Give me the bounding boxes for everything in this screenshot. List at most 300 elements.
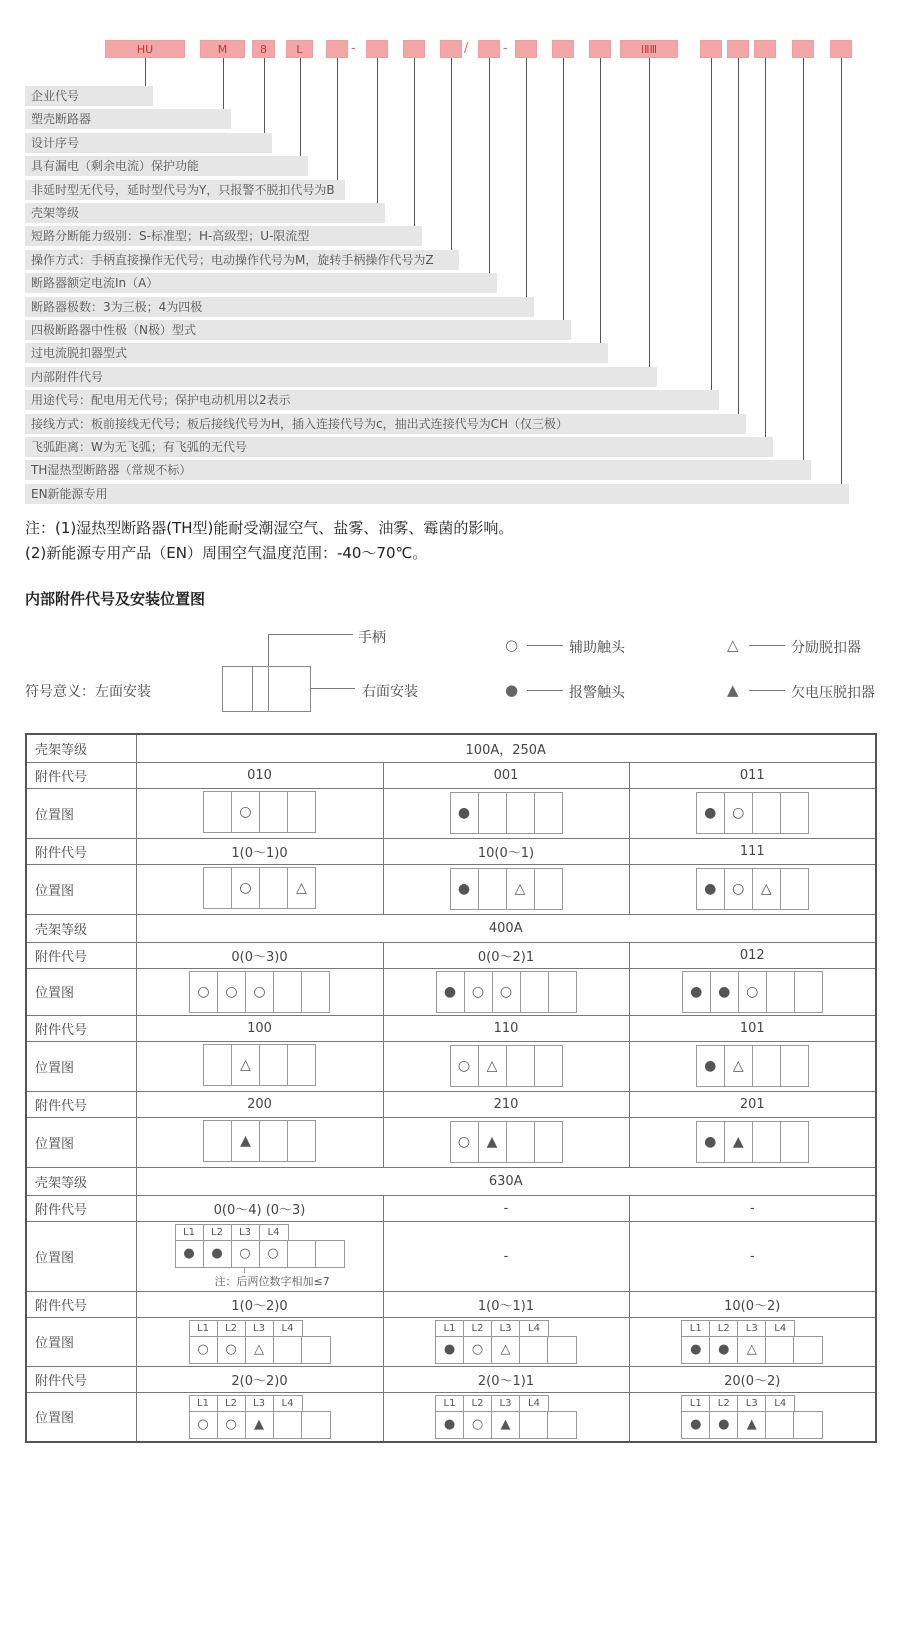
position-diagram [696,792,809,834]
accessory-slot [548,1412,576,1438]
accessory-code-value: 10(0～2) [629,1291,876,1317]
model-code-separator: / [464,41,469,56]
accessory-code-value: 0(0～2)1 [383,942,629,968]
right-install-line [311,688,355,689]
accessory-code-row [26,1195,876,1221]
handle-label: 手柄 [358,630,386,646]
pole-label: L1 [682,1321,710,1336]
row-header-cell: 附件代号 [26,1091,136,1117]
accessory-slot: ○ [451,1046,479,1086]
accessory-slot: ○ [725,793,753,833]
accessory-code-value: 011 [629,762,876,788]
connector-line [451,58,452,252]
legend-dash-line [527,690,563,691]
connector-line [600,58,601,345]
model-code-label: 过电流脱扣器型式 [25,343,608,363]
accessory-slot: ● [437,972,465,1012]
model-code-label: 用途代号：配电用无代号；保护电动机用以2表示 [25,390,719,410]
position-diagram-cell [136,864,383,914]
position-diagram [203,867,316,909]
position-diagram [696,1121,809,1163]
model-code-box [478,40,500,58]
pole-label: L3 [246,1396,274,1411]
position-diagram [681,1320,823,1364]
model-code-label: 短路分断能力级别：S-标准型；H-高级型；U-限流型 [25,226,422,246]
legend-label: 辅助触头 [569,640,625,656]
connector-line [489,58,490,275]
accessory-code-value: 010 [136,762,383,788]
accessory-slot [288,1045,315,1085]
accessory-slot [302,972,329,1012]
connector-line [377,58,378,205]
row-header-cell: 壳架等级 [26,914,136,942]
position-diagram [203,791,316,833]
pole-label: L3 [492,1321,520,1336]
accessory-code-value: 2(0～1)1 [383,1366,629,1392]
connector-line [526,58,527,299]
accessory-slot: △ [296,879,307,896]
position-diagram-cell [629,1317,876,1366]
accessory-slot: ● [682,1412,710,1438]
accessory-slot [794,1412,822,1438]
accessory-code-value: 0(0～3)0 [136,942,383,968]
position-diagram [175,1224,345,1289]
row-header-cell: 位置图 [26,864,136,914]
accessory-code-value: 001 [383,762,629,788]
row-header-cell: 位置图 [26,788,136,838]
accessory-slot [288,1121,315,1161]
frame-level-row [26,1167,876,1195]
position-diagram-row [26,788,876,838]
position-diagram-row [26,1117,876,1167]
model-code-label: 企业代号 [25,86,153,106]
accessory-slot [535,869,562,909]
accessory-slot: ● [451,869,479,909]
accessory-code-value: 2(0～2)0 [136,1366,383,1392]
pole-label: L2 [710,1396,738,1411]
model-code-label: 接线方式：板前接线无代号；板后接线代号为H，插入连接代号为c，抽出式连接代号为CH（仅三极） [25,414,746,434]
accessory-code-value: 20(0～2) [629,1366,876,1392]
accessory-code-row [26,1015,876,1041]
accessory-slot [204,792,232,832]
model-code-box [754,40,776,58]
accessory-slot: ● [451,793,479,833]
pole-label: L1 [436,1396,464,1411]
model-code-separator: - [503,41,508,56]
accessory-slot [288,1241,316,1267]
accessory-slot: ● [204,1241,232,1267]
pole-label: L4 [528,1397,540,1409]
accessory-slot: ○ [190,1412,218,1438]
accessory-slot [204,1045,232,1085]
accessory-code-value: 210 [383,1091,629,1117]
pole-label: L4 [281,1322,294,1334]
diagram-note: 注：后两位数字相加≤7 [214,1274,330,1288]
accessory-slot: △ [232,1045,260,1085]
position-diagram-cell [629,864,876,914]
model-code-box [515,40,537,58]
pole-label: L2 [464,1396,492,1411]
accessory-slot: ○ [218,972,246,1012]
accessory-slot: ○ [232,868,260,908]
accessory-slot: ● [710,1412,738,1438]
model-code-box [792,40,814,58]
accessory-position-table [25,733,877,1443]
accessory-slot: ● [710,1337,738,1363]
model-code-label: EN新能源专用 [25,484,849,504]
accessory-slot [794,1337,822,1363]
accessory-code-row [26,762,876,788]
accessory-code-row [26,838,876,864]
model-code-label: 内部附件代号 [25,367,657,387]
position-diagram-cell [629,1392,876,1442]
model-code-box [403,40,425,58]
frame-level-row [26,734,876,762]
accessory-code-value: 012 [629,942,876,968]
accessory-slot [274,972,302,1012]
accessory-code-value: - [383,1195,629,1221]
accessory-code-row [26,1291,876,1317]
frame-level-value: 400A [136,914,876,942]
legend-symbol: ○ [505,636,519,654]
position-diagram [681,1395,823,1439]
accessory-slot: ○ [725,869,753,909]
connector-line [414,58,415,228]
position-diagram-row [26,1041,876,1091]
connector-line [803,58,804,462]
pole-label: L3 [246,1321,274,1336]
position-diagram-cell [136,968,383,1015]
position-diagram-cell [383,864,629,914]
model-code-box [440,40,462,58]
accessory-slot [479,793,507,833]
model-code-label: 四极断路器中性极（N极）型式 [25,320,571,340]
accessory-code-value: 10(0～1) [383,838,629,864]
accessory-slot: △ [753,869,781,909]
accessory-slot [753,793,781,833]
pole-label: L4 [774,1397,787,1409]
model-code-box: M [200,40,245,58]
frame-level-value: 630A [136,1167,876,1195]
accessory-slot: ○ [190,972,218,1012]
accessory-slot: ▲ [232,1121,260,1161]
connector-line [841,58,842,486]
accessory-slot: ○ [232,792,260,832]
row-header-cell: 位置图 [26,1317,136,1366]
accessory-slot: ○ [246,972,274,1012]
connector-line [145,58,146,88]
row-header-cell: 位置图 [26,1221,136,1291]
position-diagram-row [26,1317,876,1366]
accessory-slot [549,972,576,1012]
accessory-slot [753,1122,781,1162]
position-diagram-cell [136,1317,383,1366]
model-code-label: 具有漏电（剩余电流）保护功能 [25,156,308,176]
accessory-slot [548,1337,576,1363]
model-code-box [326,40,348,58]
position-diagram-cell [383,968,629,1015]
position-diagram [189,1320,331,1364]
model-code-box [830,40,852,58]
model-code-label: 断路器额定电流In（A） [25,273,497,293]
accessory-code-value: - [629,1195,876,1221]
position-diagram [696,868,809,910]
accessory-slot [260,1121,288,1161]
position-diagram-cell [136,1221,383,1291]
position-diagram-cell [383,1392,629,1442]
accessory-slot [204,1121,232,1161]
pole-label: L1 [436,1321,464,1336]
position-diagram-row [26,1221,876,1291]
model-code-label: 操作方式：手柄直接操作无代号；电动操作代号为M，旋转手柄操作代号为Z [25,250,459,270]
accessory-code-value: 200 [136,1091,383,1117]
accessory-code-row [26,1366,876,1392]
pole-label: L2 [464,1321,492,1336]
connector-line [765,58,766,439]
position-diagram [203,1044,316,1086]
accessory-slot [520,1412,548,1438]
position-diagram-cell [383,788,629,838]
row-header-cell: 附件代号 [26,1366,136,1392]
legend-symbol: △ [727,636,739,654]
accessory-slot [204,868,232,908]
accessory-code-value: 100 [136,1015,383,1041]
pole-label: L2 [218,1321,246,1336]
pole-label: L2 [218,1396,246,1411]
accessory-code-value: 101 [629,1015,876,1041]
accessory-slot [260,792,288,832]
row-header-cell: 位置图 [26,1117,136,1167]
pole-label: L2 [204,1225,232,1240]
accessory-code-value: 111 [629,838,876,864]
position-diagram-row [26,864,876,914]
accessory-slot [507,1046,535,1086]
accessory-code-value: 1(0～1)1 [383,1291,629,1317]
accessory-code-value: 110 [383,1015,629,1041]
accessory-slot [507,793,535,833]
frame-level-value: 100A，250A [136,734,876,762]
model-code-label: 壳架等级 [25,203,385,223]
legend-label: 分励脱扣器 [791,640,861,656]
pole-label: L4 [267,1226,280,1238]
accessory-slot [753,1046,781,1086]
pole-label: L4 [281,1397,294,1409]
accessory-slot [302,1412,330,1438]
position-diagram-cell [629,1041,876,1091]
position-diagram-cell [136,1041,383,1091]
model-code-box: ⅠⅡⅢ [620,40,678,58]
right-install-label: 右面安装 [362,684,418,700]
accessory-slot [288,792,315,832]
connector-line [738,58,739,416]
position-diagram [435,1320,577,1364]
accessory-slot [781,869,808,909]
accessory-slot: △ [479,1046,507,1086]
legend-label: 欠电压脱扣器 [791,685,875,701]
model-code-label: 飞弧距离：W为无飞弧；有飞弧的无代号 [25,437,773,457]
position-diagram-cell [136,1392,383,1442]
position-diagram [435,1395,577,1439]
accessory-slot: ○ [218,1412,246,1438]
accessory-slot: ▲ [492,1412,520,1438]
model-code-label: 非延时型无代号，延时型代号为Y，只报警不脱扣代号为B [25,180,345,200]
position-diagram [450,1121,563,1163]
accessory-slot: ○ [465,972,493,1012]
position-diagram-cell [383,1317,629,1366]
row-header-cell: 附件代号 [26,1015,136,1041]
model-code-box: L [286,40,313,58]
accessory-slot: ▲ [246,1412,274,1438]
connector-line [300,58,301,158]
model-code-box [366,40,388,58]
accessory-slot [781,793,808,833]
breaker-divider [268,667,269,711]
model-code-box [552,40,574,58]
model-code-separator: - [351,41,356,56]
accessory-slot [766,1337,794,1363]
accessory-slot [535,1046,562,1086]
accessory-slot: △ [507,869,535,909]
position-diagram-cell [629,1117,876,1167]
position-diagram [450,792,563,834]
symbol-legend [0,622,900,728]
accessory-code-row [26,1091,876,1117]
accessory-slot: ○ [739,972,767,1012]
accessory-slot [260,868,288,908]
accessory-slot: ○ [260,1241,288,1267]
accessory-slot: ● [711,972,739,1012]
position-diagram [696,1045,809,1087]
accessory-slot [260,1045,288,1085]
accessory-slot [535,793,562,833]
accessory-slot: ○ [232,1241,260,1267]
symbol-meaning-label: 符号意义：左面安装 [25,684,151,700]
accessory-slot: ● [436,1412,464,1438]
legend-dash-line [749,690,785,691]
accessory-slot: ○ [464,1412,492,1438]
accessory-slot: △ [246,1337,274,1363]
accessory-slot [795,972,822,1012]
position-diagram [203,1120,316,1162]
accessory-code-value: 0(0～4) (0～3) [136,1195,383,1221]
position-diagram [189,1395,331,1439]
pole-label: L2 [710,1321,738,1336]
note-line-2: (2)新能源专用产品（EN）周围空气温度范围：-40～70℃。 [25,544,428,562]
accessory-slot [766,1412,794,1438]
position-diagram-cell [136,1117,383,1167]
accessory-slot: ● [697,1122,725,1162]
model-code-box [727,40,749,58]
pole-label: L1 [190,1321,218,1336]
position-diagram [682,971,823,1013]
position-diagram-cell [136,788,383,838]
connector-line [563,58,564,322]
row-header-cell: 位置图 [26,968,136,1015]
accessory-slot: ● [683,972,711,1012]
row-header-cell: 位置图 [26,1392,136,1442]
pole-label: L1 [176,1225,204,1240]
accessory-slot [521,972,549,1012]
accessory-slot: ○ [464,1337,492,1363]
accessory-slot [520,1337,548,1363]
accessory-code-value: 1(0～1)0 [136,838,383,864]
legend-dash-line [527,645,563,646]
connector-line [264,58,265,135]
section-title: 内部附件代号及安装位置图 [25,590,206,608]
frame-level-row [26,914,876,942]
model-code-label: 塑壳断路器 [25,109,231,129]
position-diagram-cell [383,1117,629,1167]
row-header-cell: 附件代号 [26,838,136,864]
row-header-cell: 附件代号 [26,942,136,968]
notes [25,516,513,566]
model-code-label: TH湿热型断路器（常规不标） [25,460,811,480]
accessory-slot: ● [697,869,725,909]
legend-dash-line [749,645,785,646]
accessory-slot: △ [738,1337,766,1363]
position-diagram [450,868,563,910]
row-header-cell: 壳架等级 [26,1167,136,1195]
model-code-box [589,40,611,58]
note-line-1: 注：(1)湿热型断路器(TH型)能耐受潮湿空气、盐雾、油雾、霉菌的影响。 [25,519,514,537]
position-diagram-row [26,1392,876,1442]
accessory-slot: ● [176,1241,204,1267]
accessory-slot: ○ [493,972,521,1012]
model-code-label: 断路器极数：3为三极；4为四极 [25,297,534,317]
model-code-box [700,40,722,58]
pole-label: L3 [738,1321,766,1336]
position-diagram [436,971,577,1013]
position-diagram-cell [629,968,876,1015]
accessory-slot: △ [725,1046,753,1086]
accessory-slot: ● [682,1337,710,1363]
accessory-slot [274,1337,302,1363]
accessory-code-value: 201 [629,1091,876,1117]
pole-label: L3 [738,1396,766,1411]
accessory-slot [302,1337,330,1363]
model-code-label: 设计序号 [25,133,272,153]
legend-label: 报警触头 [569,685,625,701]
accessory-slot: ● [697,1046,725,1086]
position-diagram [189,971,330,1013]
position-diagram-row [26,968,876,1015]
accessory-code-row [26,942,876,968]
accessory-slot: ▲ [738,1412,766,1438]
pole-label: L3 [232,1225,260,1240]
row-header-cell: 附件代号 [26,1195,136,1221]
breaker-divider [252,667,253,711]
row-header-cell: 壳架等级 [26,734,136,762]
accessory-code-value: 1(0～2)0 [136,1291,383,1317]
position-diagram-cell [383,1041,629,1091]
pole-label: L4 [774,1322,787,1334]
model-code-diagram [0,0,900,512]
row-header-cell: 位置图 [26,1041,136,1091]
accessory-slot [781,1046,808,1086]
accessory-slot: ▲ [725,1122,753,1162]
accessory-slot [767,972,795,1012]
accessory-slot: ▲ [479,1122,507,1162]
handle-pointer-line [268,634,353,635]
accessory-slot [535,1122,562,1162]
connector-line [711,58,712,392]
accessory-slot: ○ [190,1337,218,1363]
accessory-slot: ● [697,793,725,833]
accessory-slot [316,1241,344,1267]
pole-label: L1 [190,1396,218,1411]
accessory-slot [507,1122,535,1162]
connector-line [223,58,224,111]
